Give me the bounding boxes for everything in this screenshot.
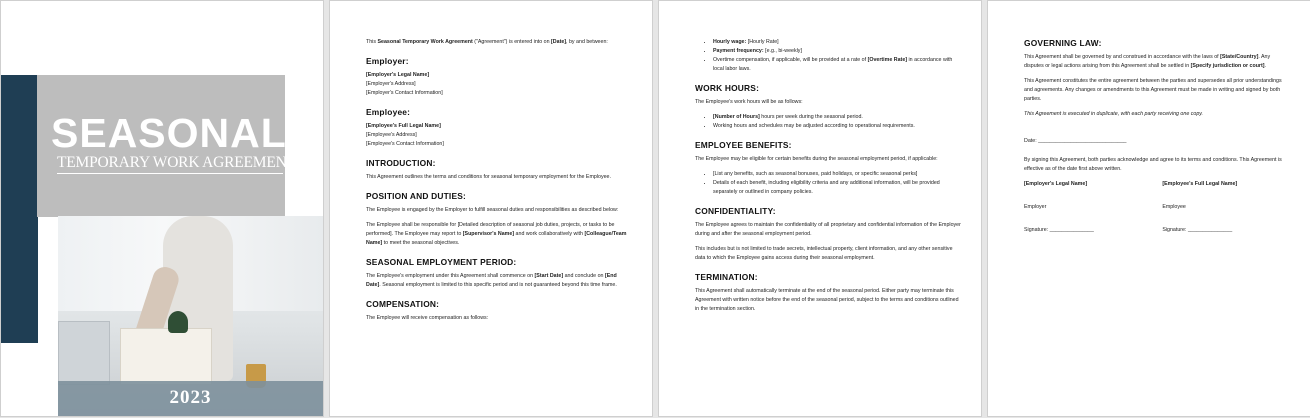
employee-name: [Employee's Full Legal Name] <box>366 123 441 129</box>
governing-law-heading: GOVERNING LAW: <box>1024 38 1102 48</box>
document-page-2 <box>330 1 652 416</box>
intro-paragraph: This Seasonal Temporary Work Agreement ("Agreement") is entered into on [Date], by and between: <box>366 39 608 45</box>
employee-contact: [Employee's Contact Information] <box>366 141 444 147</box>
employer-sign-role: Employer <box>1024 204 1047 210</box>
benefits-list <box>695 170 961 197</box>
date-line: Date: ______________________________ <box>1024 138 1127 144</box>
cover-title: SEASONAL <box>51 110 287 156</box>
list-item: • Overtime compensation, if applicable, will be provided at a rate of [Overtime Rate] in accordance with local labor laws. <box>713 56 961 74</box>
document-page-4 <box>988 1 1310 416</box>
employee-signature-line: Signature: _______________ <box>1162 227 1233 233</box>
employer-signature-line: Signature: _______________ <box>1024 227 1094 233</box>
introduction-text: This Agreement outlines the terms and conditions for seasonal temporary employment for the Employee. <box>366 174 611 180</box>
signing-text: By signing this Agreement, both parties acknowledge and agree to its terms and conditions. This Agreement is effective as of the date first above written. <box>1024 157 1282 172</box>
employer-heading: Employer: <box>366 56 409 66</box>
employer-contact: [Employer's Contact Information] <box>366 90 443 96</box>
employee-sign-role: Employee <box>1162 204 1186 210</box>
photo-monitor <box>58 321 110 385</box>
cover-navy-bar <box>1 75 38 343</box>
work-hours-text: The Employee's work hours will be as follows: <box>695 99 803 105</box>
work-hours-heading: WORK HOURS: <box>695 83 760 93</box>
benefits-heading: EMPLOYEE BENEFITS: <box>695 140 792 150</box>
termination-text: This Agreement shall automatically terminate at the end of the seasonal period. Either party may terminate this Agreement with written notice before the end of the seasonal period, subject to the terms and conditions outlined in the termination section. <box>695 288 959 312</box>
employee-heading: Employee: <box>366 107 411 117</box>
list-item: • Hourly wage: [Hourly Rate] <box>713 38 961 47</box>
governing-law-text: This Agreement shall be governed by and construed in accordance with the laws of [State/Country]. Any disputes or legal actions arising from this Agreement shall be settled in [Specify jurisdiction or court]. <box>1024 54 1271 69</box>
entire-agreement-text: This Agreement constitutes the entire agreement between the parties and supersedes all prior understandings and agreements. Any changes or amendments to this Agreement must be made in writing and signed by both parties. <box>1024 78 1282 102</box>
position-text-1: The Employee is engaged by the Employer to fulfill seasonal duties and responsibilities as described below: <box>366 207 619 213</box>
confidentiality-text-2: This includes but is not limited to trade secrets, intellectual property, client information, and any other sensitive data to which the Employee gains access during their seasonal employment. <box>695 246 953 261</box>
cover-year: 2023 <box>169 387 212 408</box>
position-text-2: The Employee shall be responsible for [Detailed description of seasonal job duties, projects, or tasks to be performed]. The Employee may report to [Supervisor's Name] and work collaboratively with [Colleague/Team Name] to meet the seasonal objectives. <box>366 222 627 246</box>
employee-signature-column <box>1162 180 1290 249</box>
list-item: • [Number of Hours] hours per week during the seasonal period. <box>713 113 961 122</box>
cover-subtitle: TEMPORARY WORK AGREEMENT <box>57 154 283 174</box>
list-item: • [List any benefits, such as seasonal bonuses, paid holidays, or specific seasonal perks] <box>713 170 961 179</box>
compensation-text: The Employee will receive compensation as follows: <box>366 315 489 321</box>
duplicate-text: This Agreement is executed in duplicate, with each party receiving one copy. <box>1024 111 1204 117</box>
employer-name: [Employer's Legal Name] <box>366 72 430 78</box>
employee-address: [Employee's Address] <box>366 132 417 138</box>
employer-address: [Employer's Address] <box>366 81 416 87</box>
termination-heading: TERMINATION: <box>695 272 758 282</box>
employee-sign-name: [Employee's Full Legal Name] <box>1162 181 1238 187</box>
employer-signature-column <box>1024 180 1152 249</box>
period-text: The Employee's employment under this Agreement shall commence on [Start Date] and conclude on [End Date]. Seasonal employment is limited to this specific period and is not guaranteed beyond this time frame. <box>366 273 617 288</box>
photo-box <box>120 328 212 385</box>
benefits-text: The Employee may be eligible for certain benefits during the seasonal employment period, if applicable: <box>695 156 938 162</box>
photo-plant <box>168 311 188 333</box>
position-heading: POSITION AND DUTIES: <box>366 191 467 201</box>
list-item: • Working hours and schedules may be adjusted according to operational requirements. <box>713 122 961 131</box>
compensation-list <box>695 38 961 74</box>
compensation-heading: COMPENSATION: <box>366 299 440 309</box>
period-heading: SEASONAL EMPLOYMENT PERIOD: <box>366 257 517 267</box>
employer-sign-name: [Employer's Legal Name] <box>1024 181 1088 187</box>
introduction-heading: INTRODUCTION: <box>366 158 436 168</box>
confidentiality-text-1: The Employee agrees to maintain the confidentiality of all proprietary and confidential information of the Employer during and after the seasonal employment period. <box>695 222 961 237</box>
document-page-3 <box>659 1 981 416</box>
confidentiality-heading: CONFIDENTIALITY: <box>695 206 776 216</box>
work-hours-list <box>695 113 961 131</box>
list-item: • Payment frequency: [e.g., bi-weekly] <box>713 47 961 56</box>
cover-page <box>1 1 323 416</box>
list-item: • Details of each benefit, including eligibility criteria and any additional information, will be provided separately or outlined in company policies. <box>713 179 961 197</box>
signature-block <box>1024 180 1290 249</box>
